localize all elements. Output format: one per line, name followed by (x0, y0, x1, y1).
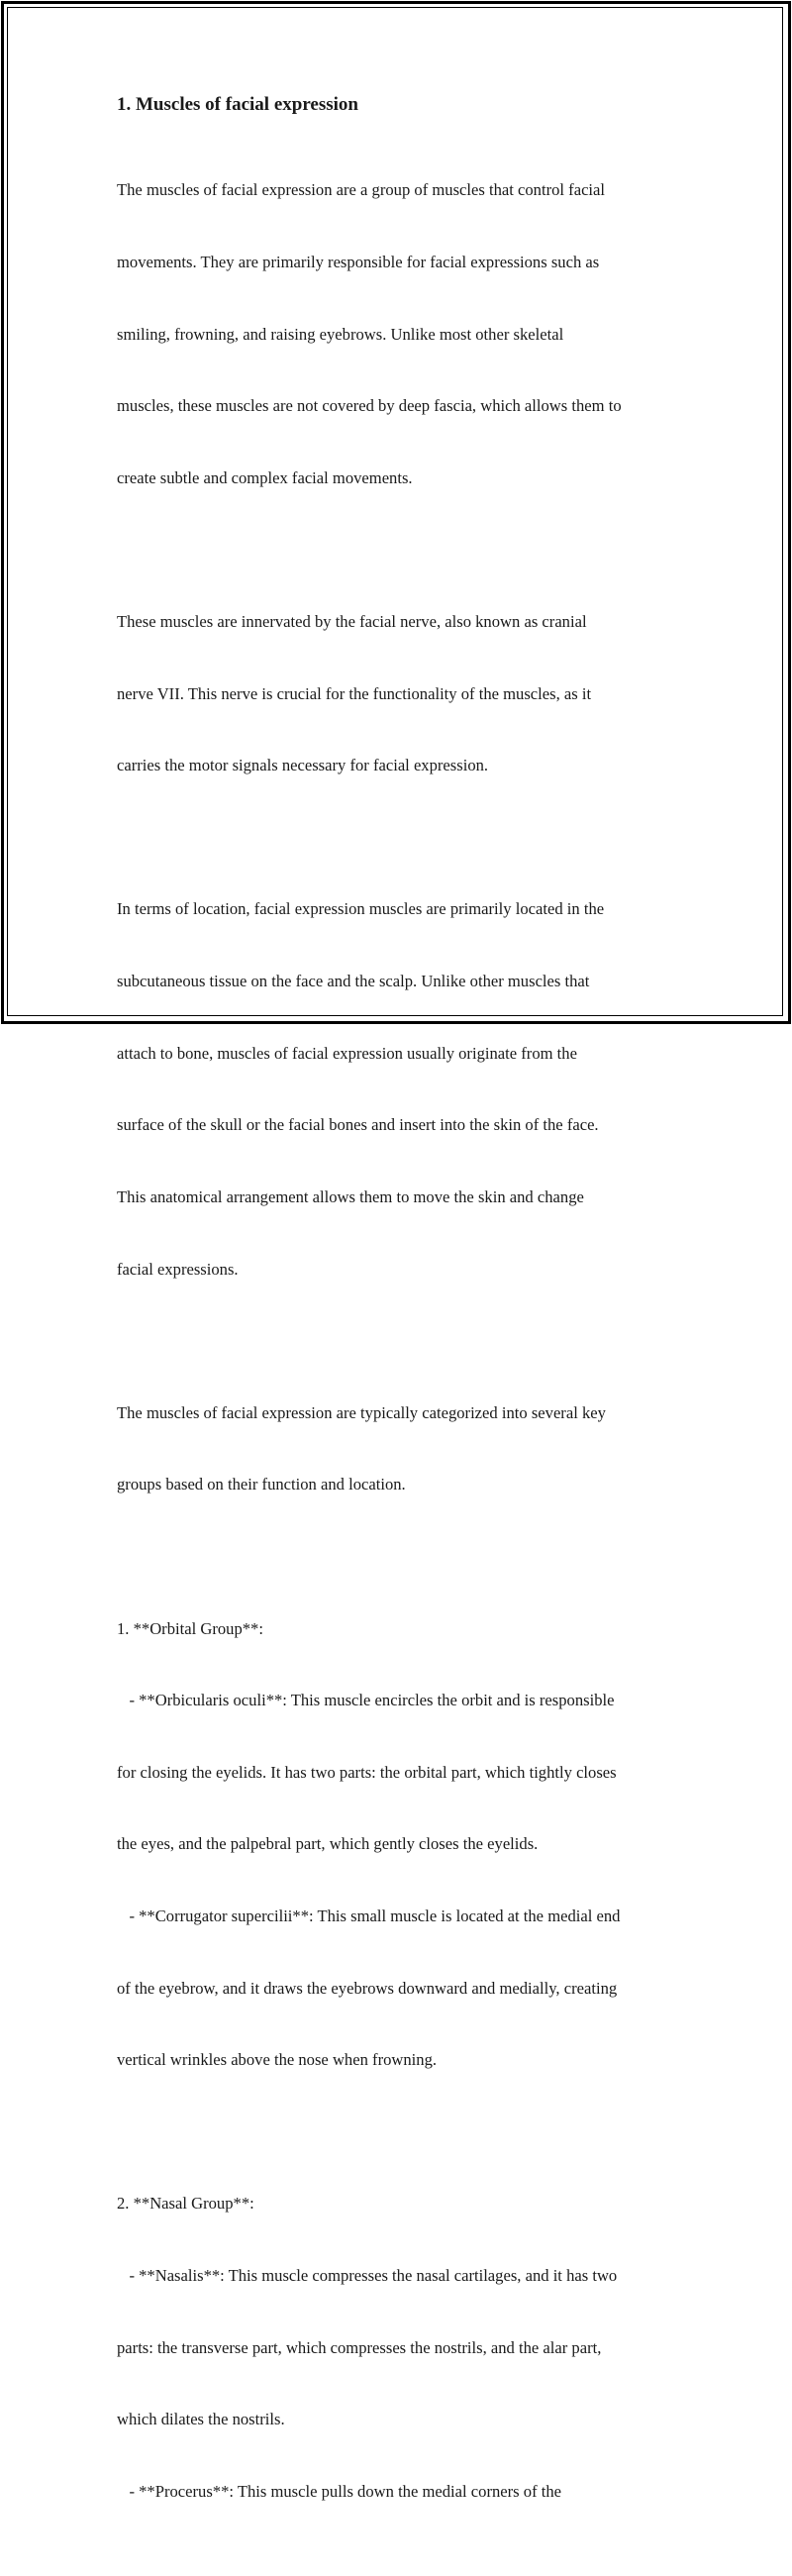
text-line: surface of the skull or the facial bones and insert into the skin of the face. (117, 1115, 599, 1135)
text-line: carries the motor signals necessary for facial expression. (117, 756, 489, 775)
text-line: of the eyebrow, and it draws the eyebrows downward and medially, creating (117, 1978, 618, 1998)
text-line: - **Corrugator supercilii**: This small muscle is located at the medial end (117, 1906, 621, 1925)
text-line: In terms of location, facial expression muscles are primarily located in the (117, 899, 605, 919)
text-line: movements. They are primarily responsible for facial expressions such as (117, 253, 600, 272)
text-line: parts: the transverse part, which compresses the nostrils, and the alar part, (117, 2337, 602, 2357)
text-line: for closing the eyelids. It has two parts: the orbital part, which tightly closes (117, 1762, 617, 1782)
paragraph-categories (117, 1353, 696, 1545)
text-line: These muscles are innervated by the facial nerve, also known as cranial (117, 612, 587, 632)
text-line: This anatomical arrangement allows them to move the skin and change (117, 1186, 584, 1206)
paragraph-intro (117, 131, 696, 538)
paragraph-location (117, 850, 696, 1329)
text-line: attach to bone, muscles of facial expression usually originate from the (117, 1043, 577, 1063)
list-nasal-group (117, 2144, 696, 2551)
text-line: - **Nasalis**: This muscle compresses the nasal cartilages, and it has two (117, 2266, 618, 2285)
list-item-title: 1. **Orbital Group**: (117, 1618, 263, 1638)
text-line: muscles, these muscles are not covered by deep fascia, which allows them to (117, 396, 622, 416)
text-line: the eyes, and the palpebral part, which gently closes the eyelids. (117, 1834, 539, 1854)
list-item-title: 2. **Nasal Group**: (117, 2194, 254, 2214)
text-line: create subtle and complex facial movements. (117, 467, 413, 487)
text-line: The muscles of facial expression are typically categorized into several key (117, 1402, 606, 1422)
text-line: - **Procerus**: This muscle pulls down the medial corners of the (117, 2481, 562, 2501)
list-orbital-group (117, 1569, 696, 2120)
paragraph-innervation (117, 563, 696, 826)
text-line: facial expressions. (117, 1259, 239, 1279)
document-body (117, 91, 696, 2576)
section-heading: 1. Muscles of facial expression (117, 94, 358, 115)
text-line: nerve VII. This nerve is crucial for the functionality of the muscles, as it (117, 683, 592, 703)
text-line: which dilates the nostrils. (117, 2410, 285, 2429)
text-line: groups based on their function and location. (117, 1475, 406, 1494)
text-line: vertical wrinkles above the nose when frowning. (117, 2050, 438, 2070)
text-line: smiling, frowning, and raising eyebrows. Unlike most other skeletal (117, 324, 564, 344)
text-line: The muscles of facial expression are a group of muscles that control facial (117, 180, 606, 200)
text-line: subcutaneous tissue on the face and the scalp. Unlike other muscles that (117, 972, 590, 991)
text-line: - **Orbicularis oculi**: This muscle encircles the orbit and is responsible (117, 1691, 615, 1710)
